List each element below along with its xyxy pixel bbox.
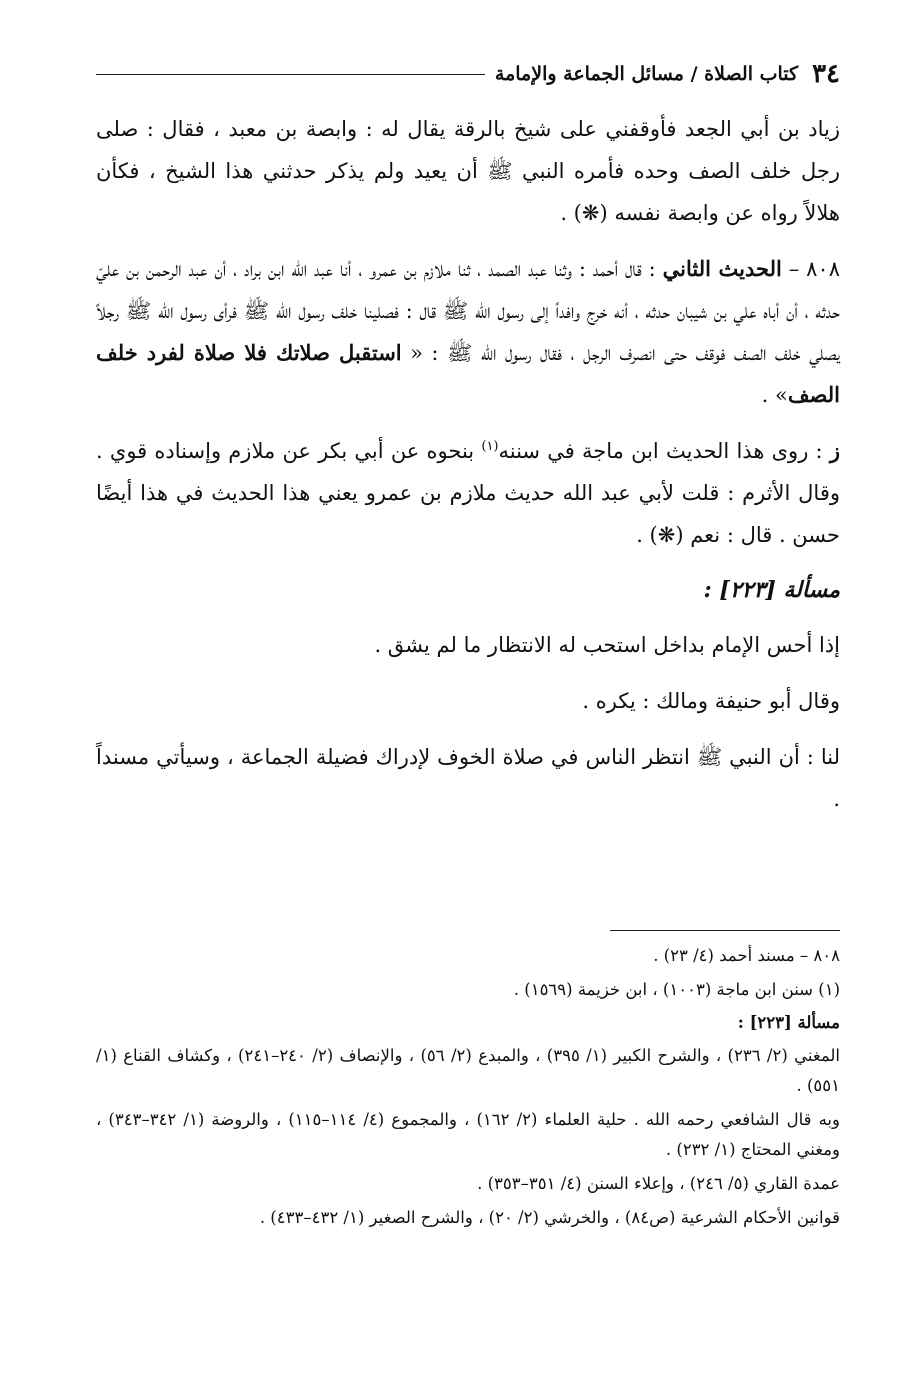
page-header bbox=[96, 52, 840, 96]
commentary-text-b: بنحوه عن أبي بكر عن ملازم وإسناده قوي . وقال الأثرم : قلت لأبي عبد الله حديث ملازم بن عمرو يعني هذا الحديث في هذا أيضًا حسن . قال : نعم (❋) . bbox=[96, 439, 840, 547]
footnotes bbox=[96, 930, 840, 1237]
hadith-quote: استقبل صلاتك فلا صلاة لفرد خلف الصف bbox=[96, 340, 840, 407]
footnote-ref-1: (١) bbox=[481, 439, 499, 454]
running-title: كتاب الصلاة / مسائل الجماعة والإمامة bbox=[494, 63, 799, 85]
paragraph-opinion: وقال أبو حنيفة ومالك : يكره . bbox=[582, 689, 840, 713]
footnote-hanafi-refs: عمدة القاري (٥/ ٢٤٦) ، وإعلاء السنن (٤/ ٣٥١–٣٥٣) . bbox=[477, 1174, 840, 1193]
hadith-text: : قال أحمد : وثنا عبد الصمد ، ثنا ملازم بن عمرو ، أنا عبد الله ابن براد ، أن عبد الرحمن بن عليّ حدثه ، أن أباه علي بن شيبان حدثه ، أنه خرج وافداً إلى رسول الله ﷺ قال : فصلينا خلف رسول الله ﷺ فرأى رسول الله ﷺ رجلاً يصلي خلف الصف فوقف حتى انصرف الرجل ، فقال رسول الله ﷺ : « bbox=[96, 257, 840, 365]
paragraph-evidence: لنا : أن النبي ﷺ انتظر الناس في صلاة الخوف لإدراك فضيلة الجماعة ، وسيأتي مسنداً . bbox=[96, 745, 840, 811]
hadith-end: » . bbox=[761, 383, 788, 407]
paragraph-hadith-808 bbox=[96, 248, 840, 416]
footnote-rule bbox=[610, 930, 840, 931]
main-text bbox=[96, 108, 840, 834]
masala-heading: مسألة [٢٢٣] : bbox=[703, 577, 840, 603]
footnote-hanbali-refs: المغني (٢/ ٢٣٦) ، والشرح الكبير (١/ ٣٩٥) ، والمبدع (٢/ ٥٦) ، والإنصاف (٢/ ٢٤٠–٢٤١) ، وكشاف القناع (١/ ٥٥١) . bbox=[96, 1046, 840, 1095]
paragraph-ruling: إذا أحس الإمام بداخل استحب له الانتظار ما لم يشق . bbox=[374, 633, 840, 657]
footnote-maliki-refs: قوانين الأحكام الشرعية (ص٨٤) ، والخرشي (٢/ ٢٠) ، والشرح الصغير (١/ ٤٣٢–٤٣٣) . bbox=[259, 1208, 840, 1227]
header-rule bbox=[96, 74, 485, 75]
page-number: ٣٤ bbox=[812, 59, 840, 89]
book-page bbox=[96, 52, 840, 1352]
hadith-lead: الحديث الثاني bbox=[662, 256, 782, 281]
paragraph-commentary bbox=[96, 430, 840, 556]
hadith-number: ٨٠٨ – bbox=[781, 257, 840, 281]
footnote-808: ٨٠٨ – مسند أحمد (٤/ ٢٣) . bbox=[653, 946, 840, 965]
footnote-masala-label: مسألة [٢٢٣] : bbox=[737, 1013, 840, 1032]
commentary-text-a: : روى هذا الحديث ابن ماجة في سننه bbox=[498, 439, 830, 463]
footnote-1: (١) سنن ابن ماجة (١٠٠٣) ، ابن خزيمة (١٥٦٩) . bbox=[513, 980, 840, 999]
footnote-shafii-refs: وبه قال الشافعي رحمه الله . حلية العلماء (٢/ ١٦٢) ، والمجموع (٤/ ١١٤–١١٥) ، والروضة (١/ ٣٤٢–٣٤٣) ، ومغني المحتاج (١/ ٢٣٢) . bbox=[96, 1110, 840, 1159]
paragraph-1: زياد بن أبي الجعد فأوقفني على شيخ بالرقة يقال له : وابصة بن معبد ، فقال : صلى رجل خلف الصف وحده فأمره النبي ﷺ أن يعيد ولم يذكر حدثني هذا الشيخ ، فكأن هلالاً رواه عن وابصة نفسه (❋) . bbox=[96, 117, 840, 225]
commentary-mark: ز bbox=[829, 438, 841, 463]
